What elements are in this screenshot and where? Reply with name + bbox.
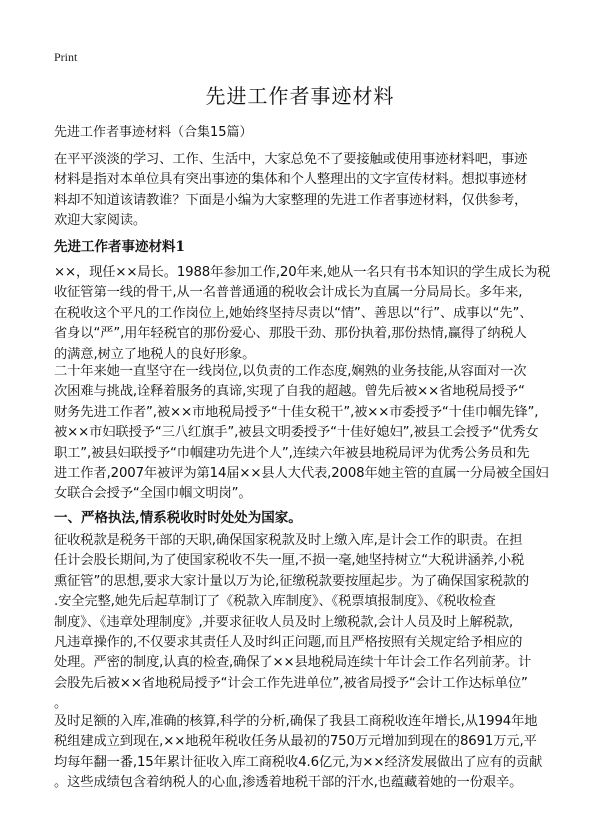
text-line: 职工”,被县妇联授予“巾帼建功先进个人”,连续六年被县地税局评为优秀公务员和先 [54,445,530,461]
section-heading-1: 先进工作者事迹材料1 [54,239,185,255]
text-line: 税组建成立到现在,××地税年税收任务从最初的750万元增加到现在的8691万元,平 [54,734,537,750]
section-heading-2: 一、严格执法,情系税收时时处处为国家。 [54,510,302,526]
text-line: 任计会股长期间,为了使国家税收不失一厘,不损一毫,她坚持树立“大税讲涵养,小税 [54,553,525,569]
text-line: 会股先后被××省地税局授予“计会工作先进单位”,被省局授予“会计工作达标单位” [54,675,528,691]
intro-paragraph [54,150,554,232]
document-title: 先进工作者事迹材料 [205,84,395,108]
text-line: 欢迎大家阅读。 [54,213,147,229]
text-line: 及时足额的入库,准确的核算,科学的分析,确保了我县工商税收连年增长,从1994年地 [54,714,538,729]
text-line: 凡违章操作的,不仅要求其责任人及时纠正问题,而且严格按照有关规定给予相应的 [54,634,523,650]
text-line: 进工作者,2007年被评为第14届××县人大代表,2008年她主管的直属一分局被全国妇 [54,465,549,481]
text-line: 二十年来她一直坚守在一线岗位,以负责的工作态度,娴熟的业务技能,从容面对一次 [54,364,527,379]
document-subtitle: 先进工作者事迹材料（合集15篇） [54,125,253,140]
paragraph-1 [54,263,554,365]
text-line: 收征管第一线的骨干,从一名普普通通的税收会计成长为直属一分局局长。多年来, [54,285,523,301]
text-line: 材料是指对本单位具有突出事迹的集体和个人整理出的文字宣传材料。想拟事迹材 [54,172,528,188]
text-line: 处理。严密的制度,认真的检查,确保了××县地税局连续十年计会工作名列前茅。计 [54,655,532,671]
text-line: 料却不知道该请教谁？下面是小编为大家整理的先进工作者事迹材料，仅供参考， [54,192,528,208]
paragraph-3 [54,531,554,715]
print-label: Print [54,50,78,64]
paragraph-2 [54,362,554,505]
text-line: 制度》、《违章处理制度》,并要求征收人员及时上缴税款,会计人员及时上解税款, [54,614,514,630]
text-line: 省身以“严”,用年轻税官的那份爱心、那股干劲、那份执着,那份热情,赢得了纳税人 [54,326,527,342]
text-line: ××，现任××局长。1988年参加工作,20年来,她从一名只有书本知识的学生成长为税 [54,265,551,280]
text-line: .安全完整,她先后起草制订了《税款入库制度》、《税票填报制度》、《税收检查 [54,594,496,610]
text-line: 在税收这个平凡的工作岗位上,她始终坚持尽责以“情”、善思以“行”、成事以“先”、 [54,305,533,321]
text-line: 均每年翻一番,15年累计征收入库工商税收4.6亿元,为××经济发展做出了应有的贡献 [54,754,543,770]
text-line: 。 [54,696,68,712]
text-line: 征收税款是税务干部的天职,确保国家税款及时上缴入库,是计会工作的职责。在担 [54,533,523,548]
text-line: 熏征管”的思想,要求大家计量以万为论,征缴税款要按厘起步。为了确保国家税款的 [54,573,530,589]
text-line: 财务先进工作者”,被××市地税局授予“十佳女税干”,被××市委授予“十佳巾帼先锋”, [54,404,539,420]
text-line: 次困难与挑战,诠释着服务的真谛,实现了自我的超越。曾先后被××省地税局授予“ [54,384,525,400]
text-line: 女联合会授予“全国巾帼文明岗”。 [54,486,252,502]
paragraph-4 [54,712,554,794]
text-line: 在平平淡淡的学习、工作、生活中，大家总免不了要接触或使用事迹材料吧，事迹 [54,152,528,167]
text-line: 被××市妇联授予“三八红旗手”,被县文明委授予“十佳好媳妇”,被县工会授予“优秀女 [54,425,539,441]
text-line: 。这些成绩包含着纳税人的心血,渗透着地税干部的汗水,也蕴藏着她的一份艰辛。 [54,775,523,791]
text-line: 的满意,树立了地税人的良好形象。 [54,346,256,362]
